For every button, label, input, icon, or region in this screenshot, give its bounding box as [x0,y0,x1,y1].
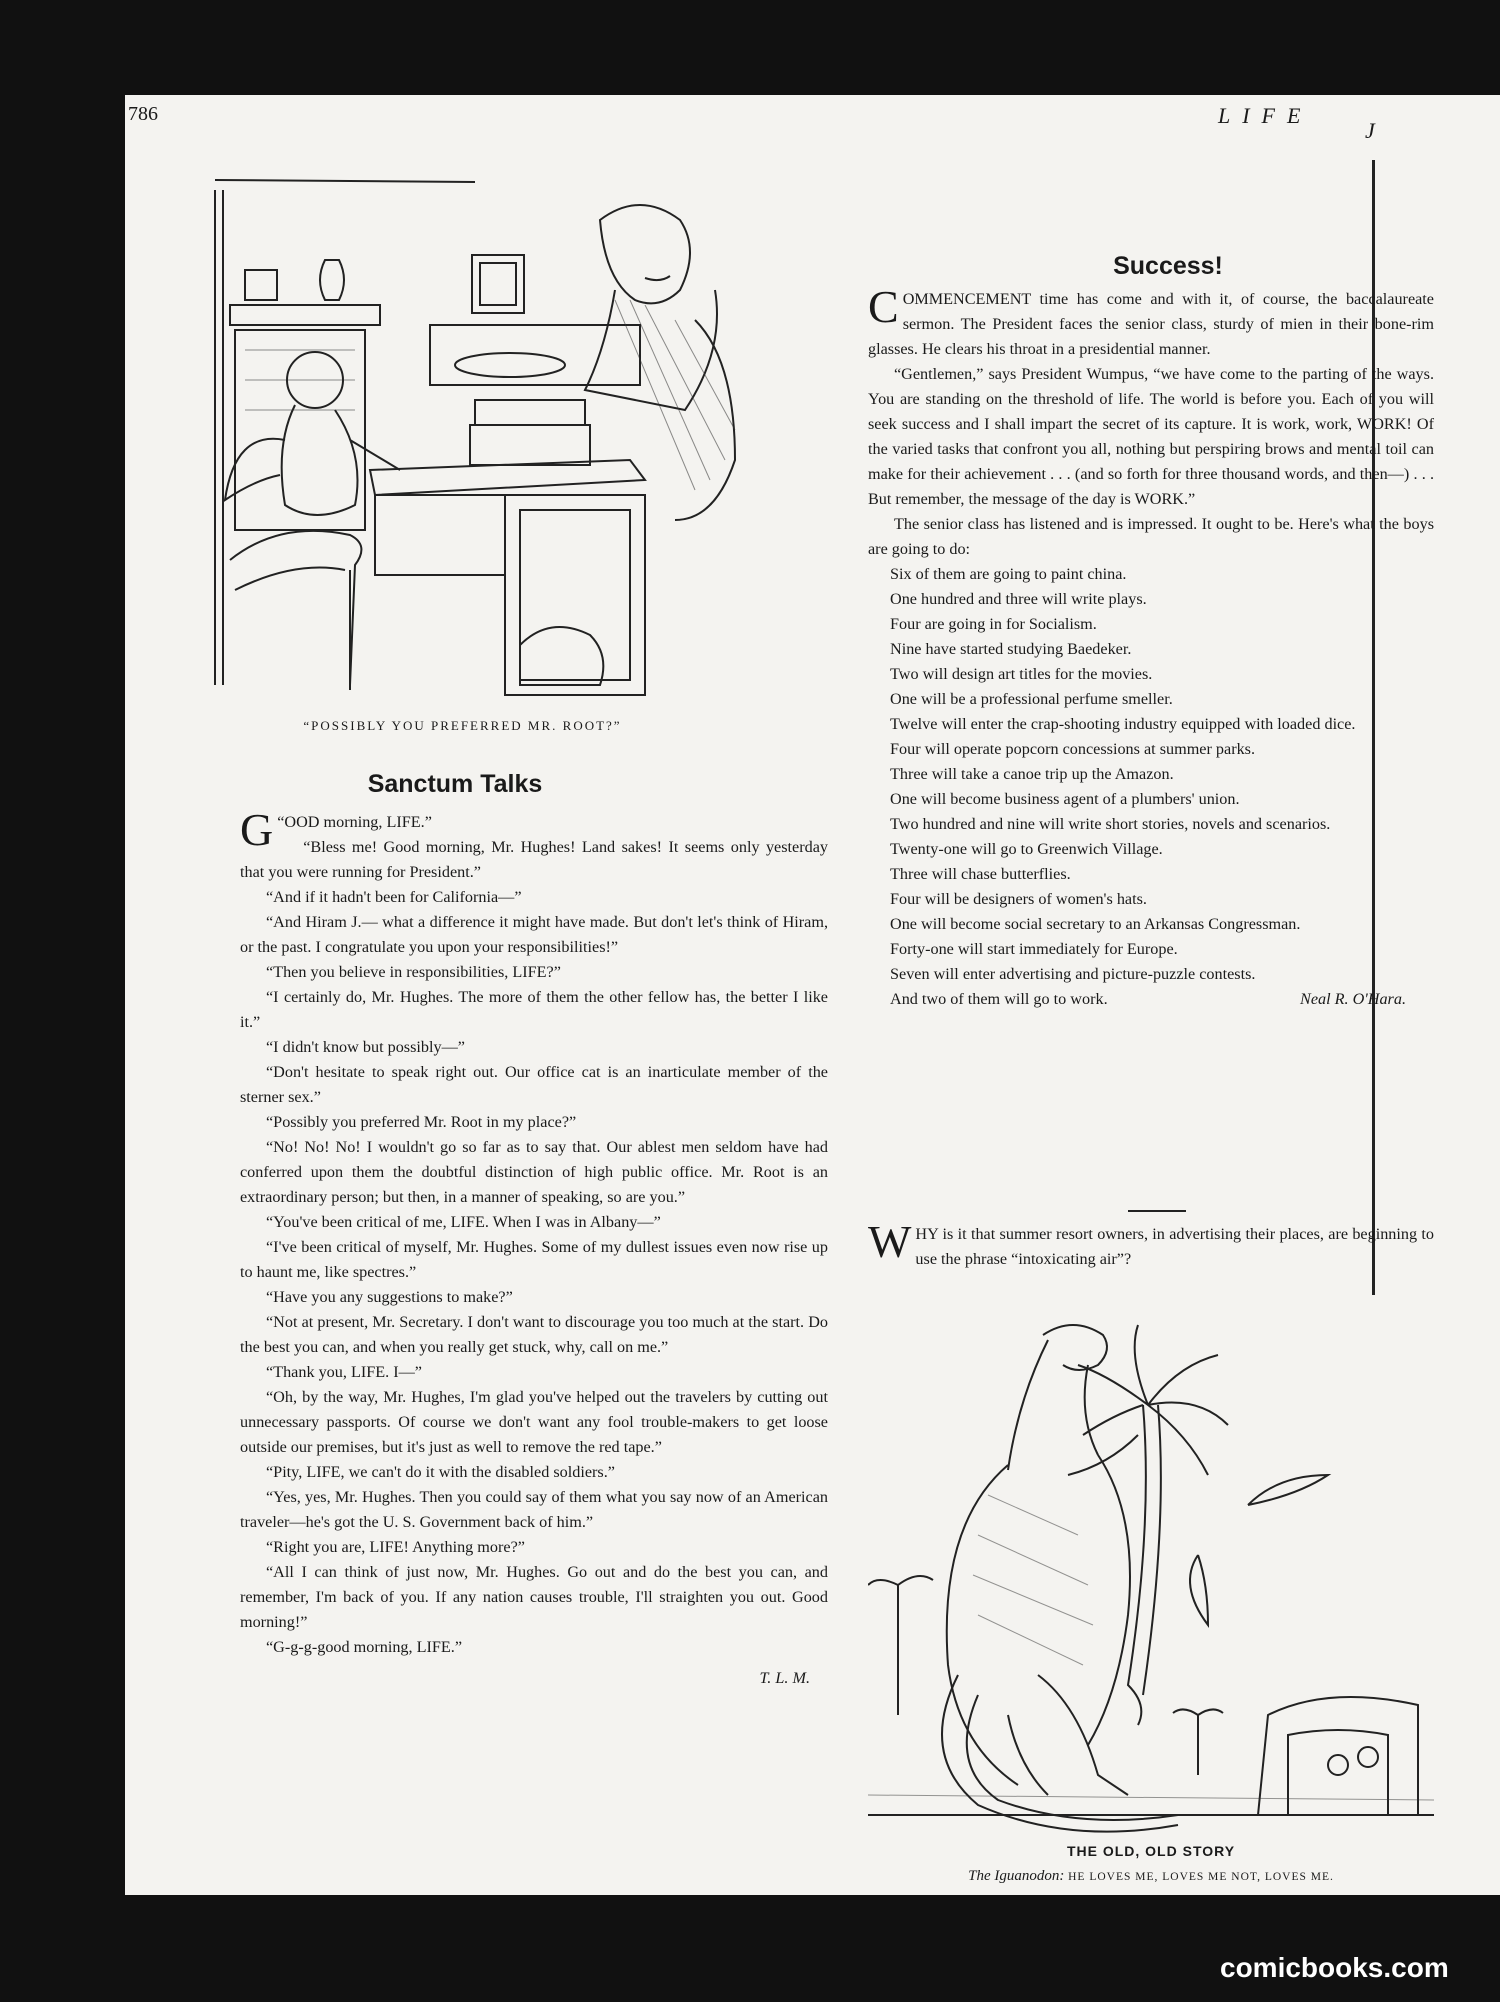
paragraph: “All I can think of just now, Mr. Hughes. Go out and do the best you can, and remember, I'm back of you. If any nation causes trouble, I'll straighten you out. Good morning!” [240,1563,828,1631]
cartoon-line: HE LOVES ME, LOVES ME NOT, LOVES ME. [1068,1871,1334,1883]
paragraph: “Thank you, LIFE. I—” [266,1363,422,1381]
list-item: Twenty-one will go to Greenwich Village. [890,840,1163,858]
list-item: Four will be designers of women's hats. [890,890,1147,908]
author-signature: Neal R. O'Hara. [1300,990,1406,1008]
list-item: One will be a professional perfume smeller. [890,690,1173,708]
paragraph: “Not at present, Mr. Secretary. I don't want to discourage you too much at the start. Do the best you can, and when you really get stuck, why, call on me.” [240,1313,828,1356]
drop-cap: G [240,804,274,855]
article-title-success: Success! [1113,252,1223,280]
paragraph: “Gentlemen,” says President Wumpus, “we have come to the parting of the ways. You are standing on the threshold of life. The world is before you. Each of you will seek success and I shall impart the secret of its capture. It is work, work, WORK! Of the varied tasks that confront you all, nothing but perspiring brows and mental toil can make for their achievement . . . (and so forth for three thousand words, and then—) . . . But remember, the message of the day is WORK.” [868,365,1434,508]
paragraph: “Pity, LIFE, we can't do it with the disabled soldiers.” [266,1463,615,1481]
paragraph: “Right you are, LIFE! Anything more?” [266,1538,525,1556]
list-item: Six of them are going to paint china. [890,565,1127,583]
list-item: Forty-one will start immediately for Europe. [890,940,1178,958]
paragraph: “Bless me! Good morning, Mr. Hughes! Land sakes! It seems only yesterday that you were running for President.” [240,838,828,881]
paragraph: “Yes, yes, Mr. Hughes. Then you could say of them what you say now of an American traveler—he's got the U. S. Government back of him.” [240,1488,828,1531]
paragraph: “You've been critical of me, LIFE. When I was in Albany—” [266,1213,661,1231]
list-item: One will become social secretary to an Arkansas Congressman. [890,915,1301,933]
paragraph: “I didn't know but possibly—” [266,1038,465,1056]
article-body-success [868,281,1434,1012]
paragraph: “And Hiram J.— what a difference it might have made. But don't let's think of Hiram, or the past. I congratulate you upon your responsibilities!” [240,913,828,956]
paragraph: “Don't hesitate to speak right out. Our office cat is an inarticulate member of the sterner sex.” [240,1063,828,1106]
article-body-sanctum-talks [240,804,828,1691]
list-item: Two will design art titles for the movies. [890,665,1153,683]
author-signature: T. L. M. [759,1669,810,1687]
article-title-sanctum-talks: Sanctum Talks [367,770,543,798]
cartoon-dialogue [868,1868,1434,1885]
paragraph: COMMENCEMENT time has come and with it, of course, the baccalaureate sermon. The President faces the senior class, sturdy of mien in their bone-rim glasses. He clears his throat in a presidential manner. [868,281,1434,358]
drop-cap: C [868,281,899,332]
paragraph: “ G OOD morning, LIFE.” [240,804,432,855]
running-head: LIFE [1218,103,1313,128]
list-item: Four will operate popcorn concessions at summer parks. [890,740,1256,758]
paragraph: “No! No! No! I wouldn't go so far as to say that. Our ablest men seldom have had conferred upon them the doubtful distinction of high public office. Mr. Root is an extraordinary person; but then, in a manner of speaking, so are you.” [240,1138,828,1206]
paragraph: “Oh, by the way, Mr. Hughes, I'm glad you've helped out the travelers by cutting out unnecessary passports. Of course we don't want any fool trouble-makers to get loose outside our premises, but it's just as well to remove the red tape.” [240,1388,828,1456]
paragraph: “G-g-g-good morning, LIFE.” [266,1638,463,1656]
list-item: One will become business agent of a plumbers' union. [890,790,1240,808]
list-item: Three will take a canoe trip up the Amazon. [890,765,1174,783]
paragraph: “Have you any suggestions to make?” [266,1288,513,1306]
paragraph: “And if it hadn't been for California—” [266,888,522,906]
outcome-list [868,562,1434,1012]
page-number: 786 [128,103,158,125]
paragraph: “Then you believe in responsibilities, LIFE?” [266,963,561,981]
paragraph: “Possibly you preferred Mr. Root in my place?” [266,1113,577,1131]
paragraph: “I certainly do, Mr. Hughes. The more of them the other fellow has, the better I like it.” [240,988,828,1031]
joke-intoxicating-air: WHY is it that summer resort owners, in advertising their places, are beginning to use the phrase “intoxicating air”? [868,1216,1434,1268]
cartoon-illustration-hughes-desk [175,160,750,720]
cartoon-illustration-iguanodon [868,1295,1434,1835]
adjacent-page-letter: J [1365,118,1375,143]
list-item: Four are going in for Socialism. [890,615,1097,633]
section-divider [1128,1210,1186,1212]
site-watermark: comicbooks.com [1220,1952,1449,1983]
cartoon-caption: “POSSIBLY YOU PREFERRED MR. ROOT?” [303,718,622,733]
list-item: Seven will enter advertising and picture-puzzle contests. [890,965,1256,983]
list-item: Three will chase butterflies. [890,865,1071,883]
list-item: And two of them will go to work. Neal R. O'Hara. [868,987,1434,1012]
cartoon-title: THE OLD, OLD STORY [1066,1843,1236,1859]
list-item: Twelve will enter the crap-shooting industry equipped with loaded dice. [890,715,1356,733]
paragraph: “I've been critical of myself, Mr. Hughes. Some of my dullest issues even now rise up to haunt me, like spectres.” [240,1238,828,1281]
list-item: One hundred and three will write plays. [890,590,1147,608]
list-item: Nine have started studying Baedeker. [890,640,1132,658]
paragraph: The senior class has listened and is impressed. It ought to be. Here's what the boys are going to do: [868,515,1434,558]
drop-cap: W [868,1216,912,1267]
cartoon-speaker: The Iguanodon: [968,1868,1065,1884]
list-item: Two hundred and nine will write short stories, novels and scenarios. [890,815,1331,833]
